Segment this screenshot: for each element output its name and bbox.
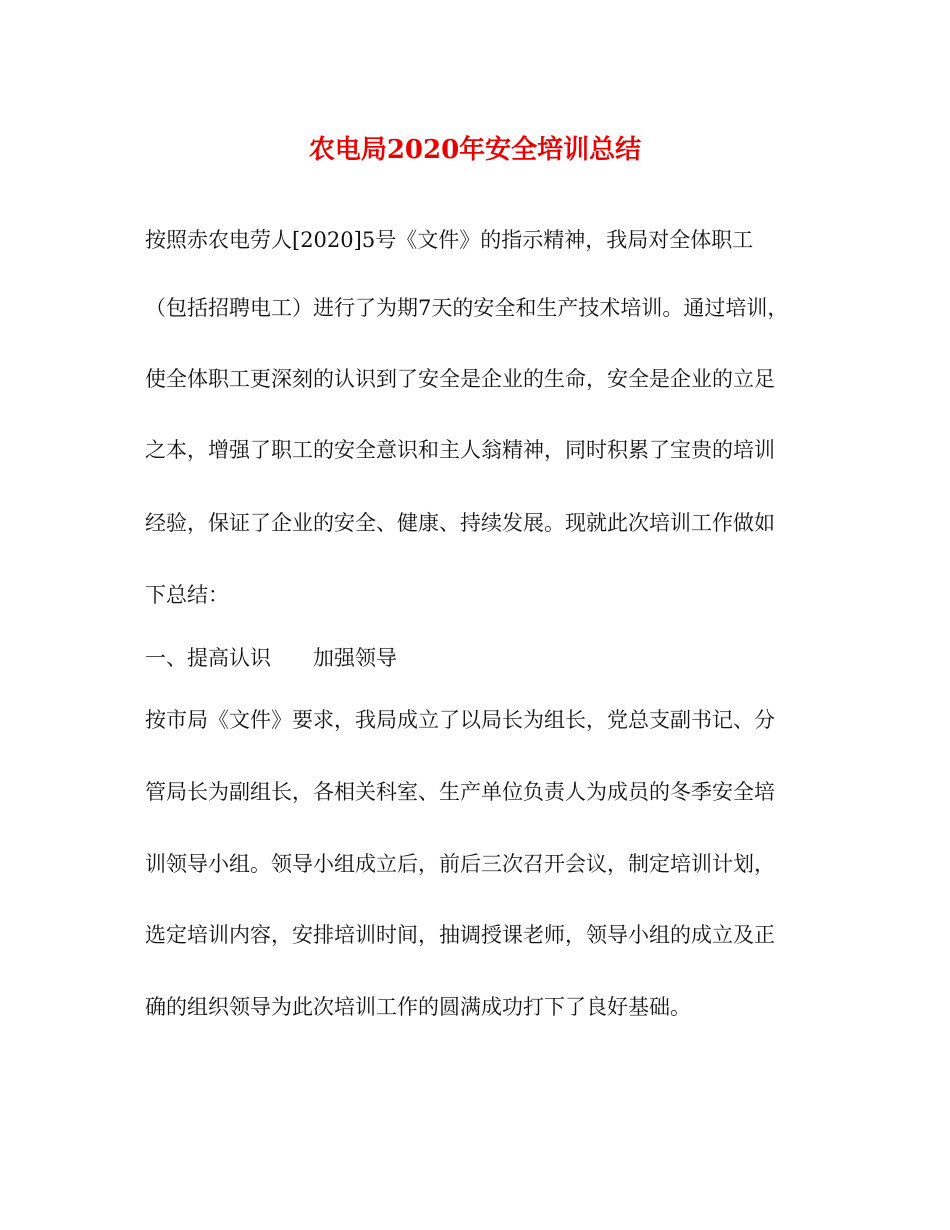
paragraph-line: 之本，增强了职工的安全意识和主人翁精神，同时积累了宝贵的培训 (145, 438, 775, 462)
section-heading-topic: 加强领导 (313, 646, 397, 670)
paragraph-line: 确的组织领导为此次培训工作的圆满成功打下了良好基础。 (145, 995, 691, 1019)
paragraph-line: 按市局《文件》要求，我局成立了以局长为组长，党总支副书记、分 (145, 708, 775, 732)
paragraph-line: 下总结： (145, 583, 229, 607)
paragraph-line: 选定培训内容，安排培训时间，抽调授课老师，领导小组的成立及正 (145, 923, 775, 947)
paragraph-line: 管局长为副组长，各相关科室、生产单位负责人为成员的冬季安全培 (145, 780, 775, 804)
document-title: 农电局2020年安全培训总结 (308, 135, 642, 165)
section-heading (145, 643, 825, 673)
paragraph-line: （包括招聘电工）进行了为期7天的安全和生产技术培训。通过培训， (145, 296, 789, 320)
paragraph-line: 训领导小组。领导小组成立后，前后三次召开会议，制定培训计划， (145, 852, 775, 876)
paragraph-line: 经验，保证了企业的安全、健康、持续发展。现就此次培训工作做如 (145, 511, 775, 535)
paragraph-line: 使全体职工更深刻的认识到了安全是企业的生命，安全是企业的立足 (145, 367, 775, 391)
section-heading-number: 一、提高认识 (145, 646, 271, 670)
paragraph-line: 按照赤农电劳人[2020]5号《文件》的指示精神，我局对全体职工 (145, 228, 754, 252)
